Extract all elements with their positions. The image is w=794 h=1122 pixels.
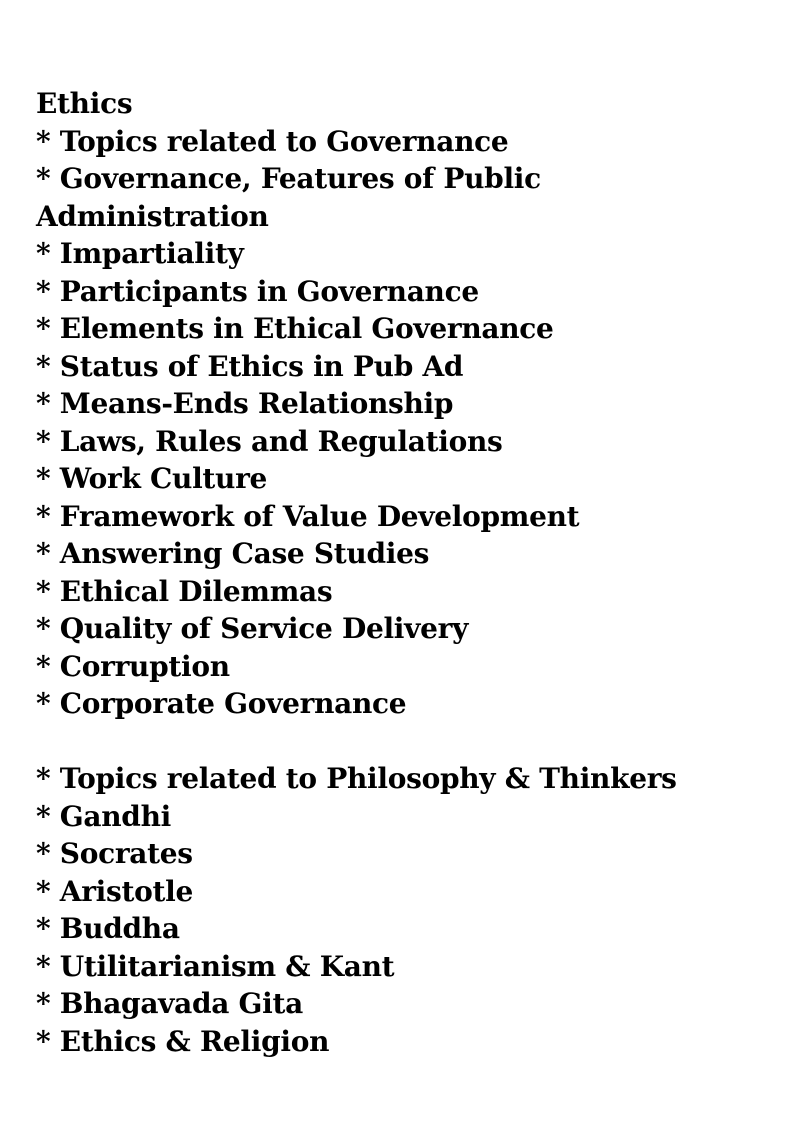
topic-line: * Ethics & Religion <box>36 1024 330 1058</box>
topic-line: * Bhagavada Gita <box>36 987 303 1020</box>
topic-line: * Work Culture <box>36 462 268 495</box>
topic-line: * Topics related to Philosophy & Thinkers <box>36 762 677 795</box>
topic-line: * Gandhi <box>36 799 171 833</box>
topic-line: * Status of Ethics in Pub Ad <box>36 349 464 383</box>
topic-line: * Socrates <box>36 837 193 870</box>
topic-line: * Utilitarianism & Kant <box>36 949 395 983</box>
topic-line: * Participants in Governance <box>36 274 479 308</box>
topic-line: * Ethical Dilemmas <box>36 574 333 608</box>
topic-line: Administration <box>36 199 269 233</box>
topic-line: * Laws, Rules and Regulations <box>36 424 503 458</box>
topic-line: * Buddha <box>36 912 180 945</box>
topic-line: * Quality of Service Delivery <box>36 612 469 645</box>
topic-line: * Topics related to Governance <box>36 124 509 158</box>
topic-line: * Governance, Features of Public <box>36 162 541 195</box>
topic-line <box>36 723 776 761</box>
topic-line: * Answering Case Studies <box>36 537 430 570</box>
topic-line: * Impartiality <box>36 237 244 270</box>
topic-line: * Corruption <box>36 649 230 683</box>
topic-line: * Framework of Value Development <box>36 499 580 533</box>
topic-line: Ethics <box>36 87 133 120</box>
topic-list <box>36 85 776 1060</box>
topic-line: * Aristotle <box>36 874 193 908</box>
topic-line: * Means-Ends Relationship <box>36 387 454 420</box>
topic-line: * Corporate Governance <box>36 687 407 720</box>
topic-line: * Elements in Ethical Governance <box>36 312 554 345</box>
